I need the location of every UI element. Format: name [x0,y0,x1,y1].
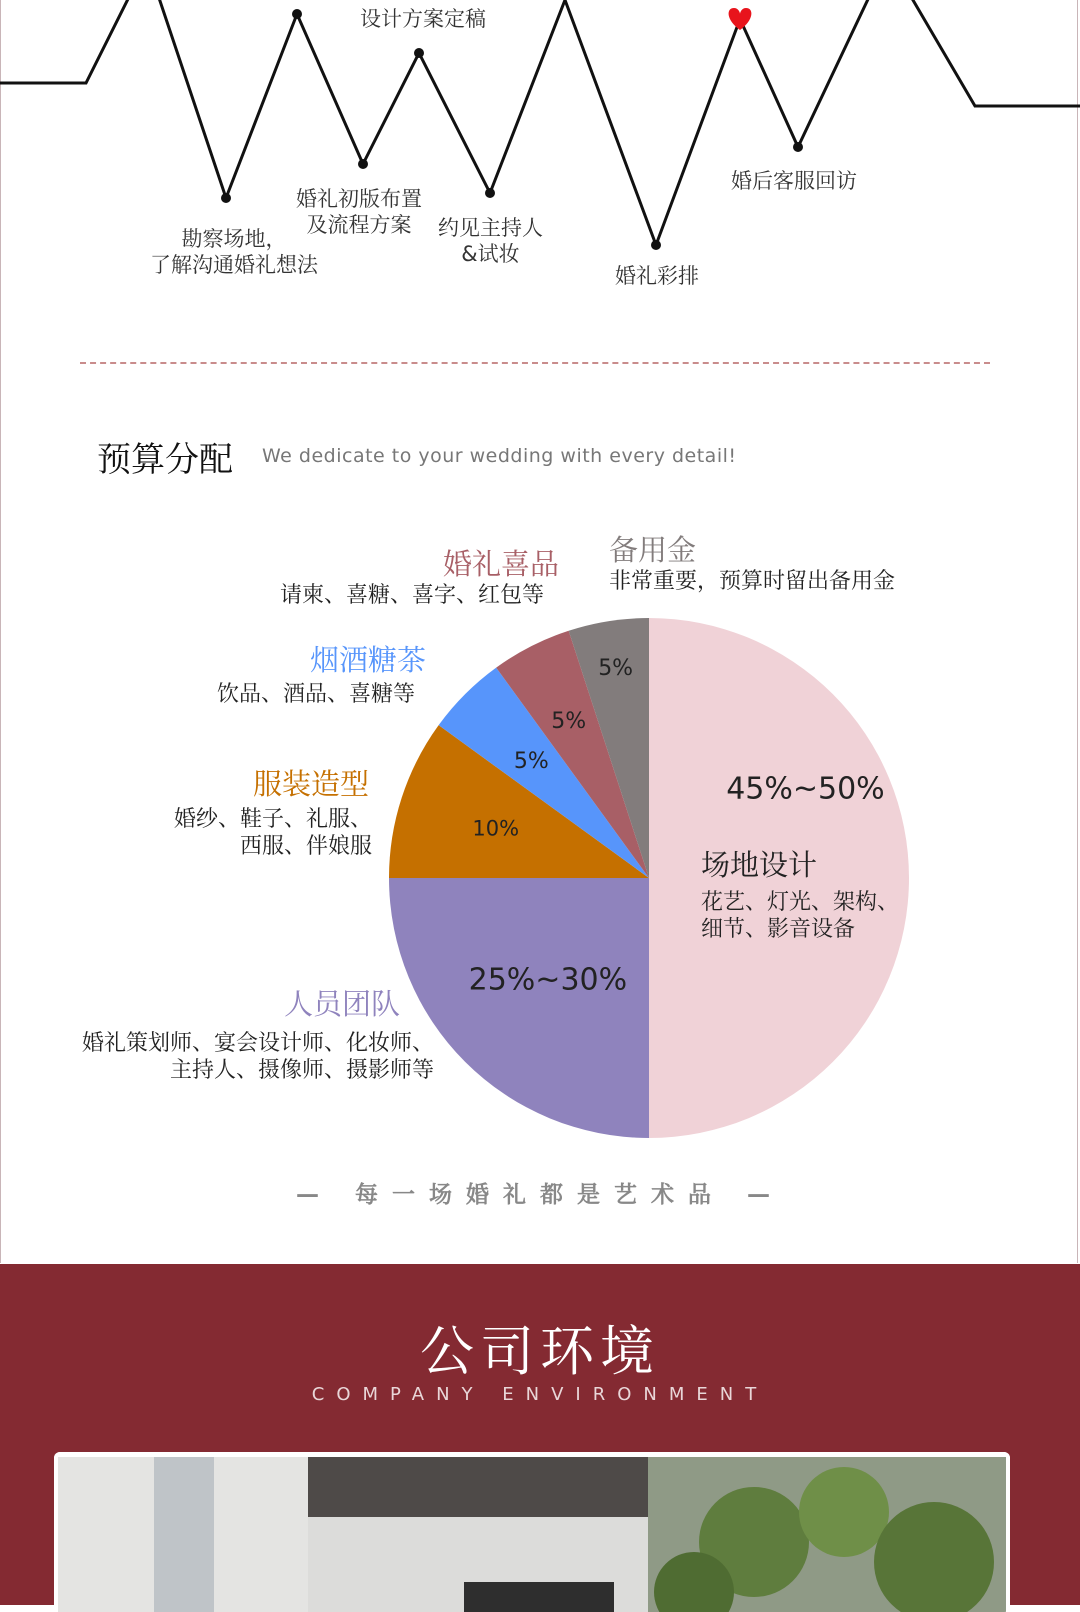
pie-slice-label: 5% [598,656,634,682]
category-title-favors: 婚礼喜品 [443,547,560,581]
pie-slice-label: 25%~30% [468,962,628,998]
pie-slice-label: 5% [551,709,587,735]
office-photo [54,1452,1010,1612]
step-label-aftercare: 婚后客服回访 [731,169,857,193]
pie-slice-label: 45%~50% [726,771,885,807]
pie-slice-label: 5% [513,749,549,775]
step-label-rehearsal: 婚礼彩排 [615,264,699,288]
category-desc-reserve: 非常重要，预算时留出备用金 [609,569,896,594]
category-title-attire: 服装造型 [253,767,370,801]
category-desc-venue: 花艺、灯光、架构、 细节、影音设备 [701,890,900,942]
pie-slice-label: 10% [472,816,520,841]
category-title-team: 人员团队 [284,987,401,1021]
slogan: — 每一场婚礼都是艺术品 — [295,1182,784,1208]
step-label-design-final: 设计方案定稿 [360,7,486,31]
step-label-survey: 勘察场地， 了解沟通婚礼想法 [150,227,318,277]
budget-subtitle: We dedicate to your wedding with every detail! [262,445,737,467]
category-desc-attire: 婚纱、鞋子、礼服、 西服、伴娘服 [173,807,372,859]
step-label-first-layout: 婚礼初版布置 及流程方案 [296,187,422,237]
category-desc-team: 婚礼策划师、宴会设计师、化妆师、 主持人、摄像师、摄影师等 [81,1031,434,1083]
category-title-venue: 场地设计 [701,848,818,882]
budget-title: 预算分配 [97,440,233,480]
category-title-drinks: 烟酒糖茶 [310,643,427,677]
step-label-host-makeup: 约见主持人 &试妆 [438,216,543,266]
pie-slice [389,878,649,1138]
company-title: 公司环境 [420,1320,660,1383]
company-subtitle: COMPANY ENVIRONMENT [311,1384,769,1405]
office-photo-illustration [54,1452,1010,1612]
category-title-reserve: 备用金 [609,533,697,567]
category-desc-drinks: 饮品、酒品、喜糖等 [217,682,416,707]
category-desc-favors: 请柬、喜糖、喜字、红包等 [280,583,545,608]
company-environment-section [0,1264,1080,1605]
